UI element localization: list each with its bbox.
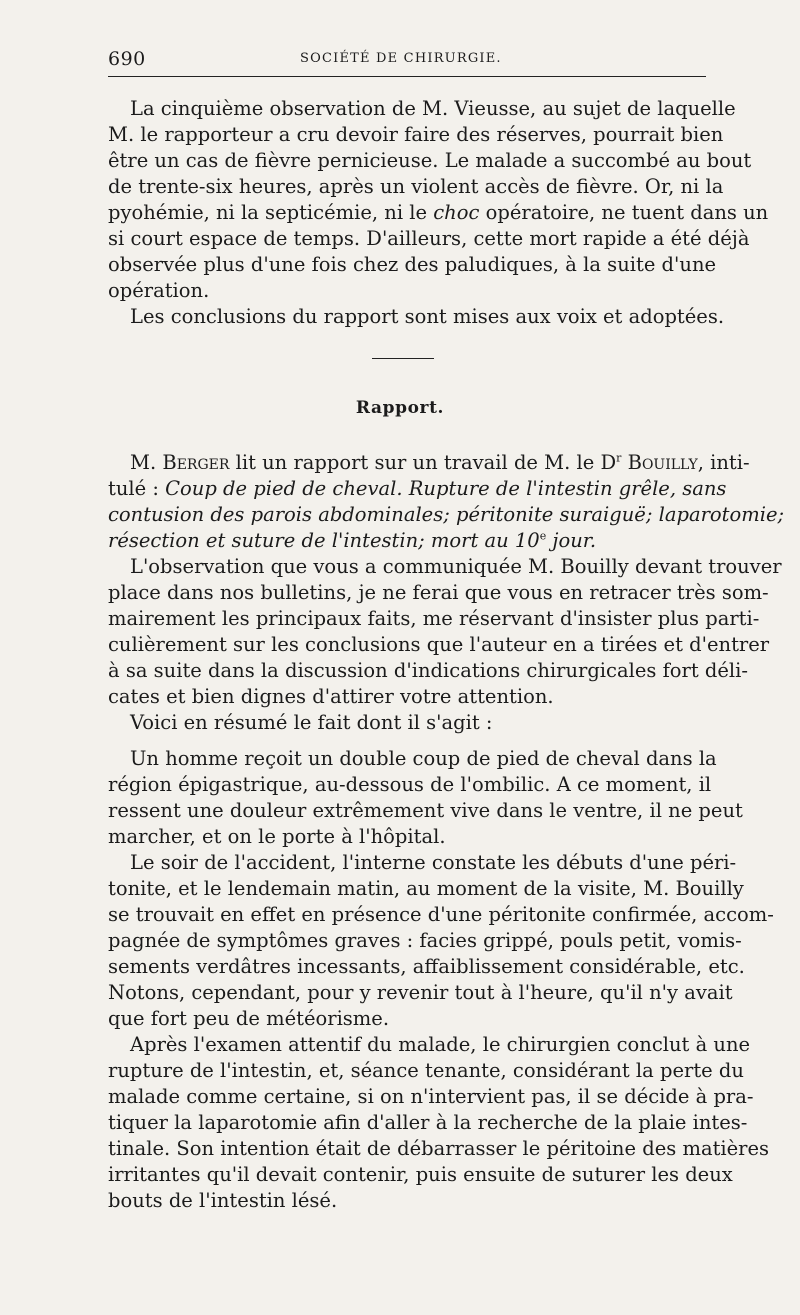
text-line: région épigastrique, au-dessous de l'ombilic. A ce moment, il	[108, 773, 712, 796]
text-line: irritantes qu'il devait contenir, puis ensuite de suturer les deux	[108, 1163, 733, 1186]
text-line: être un cas de fièvre pernicieuse. Le malade a succombé au bout	[108, 149, 752, 172]
italic-word-choc: choc	[433, 201, 480, 224]
text-line	[108, 502, 785, 528]
running-title: SOCIÉTÉ DE CHIRURGIE.	[300, 51, 502, 66]
text-line: si court espace de temps. D'ailleurs, cette mort rapide a été déjà	[108, 227, 750, 250]
text-line: rupture de l'intestin, et, séance tenante, considérant la perte du	[108, 1059, 744, 1082]
author-name-berger: Berger	[162, 451, 230, 474]
text-line: Après l'examen attentif du malade, le chirurgien conclut à une	[130, 1033, 751, 1056]
text-run: M.	[130, 451, 163, 474]
superscript: e	[539, 529, 547, 543]
text-line: place dans nos bulletins, je ne ferai que vous en retracer très som-	[108, 581, 769, 604]
text-line	[108, 528, 706, 554]
text-line	[108, 476, 727, 502]
text-line: malade comme certaine, si on n'intervient pas, il se décide à pra-	[108, 1085, 754, 1108]
text-line: mairement les principaux faits, me réservant d'insister plus parti-	[108, 607, 760, 630]
work-title: Coup de pied de cheval. Rupture de l'intestin grêle, sans	[165, 477, 727, 500]
paragraph-vieusse-observation	[108, 96, 769, 330]
text-line: sements verdâtres incessants, affaiblissement considérable, etc.	[108, 955, 745, 978]
text-line: Le soir de l'accident, l'interne constate les débuts d'une péri-	[130, 851, 737, 874]
text-line: M. le rapporteur a cru devoir faire des réserves, pourrait bien	[108, 123, 724, 146]
text-line: observée plus d'une fois chez des paludiques, à la suite d'une	[108, 253, 717, 276]
text-line: que fort peu de météorisme.	[108, 1007, 390, 1030]
text-line	[108, 200, 769, 226]
work-title: résection et suture de l'intestin; mort au 10	[108, 529, 540, 552]
text-line: culièrement sur les conclusions que l'auteur en a tirées et d'entrer	[108, 633, 770, 656]
rapport-body	[108, 450, 785, 1214]
conclusion-line: Les conclusions du rapport sont mises aux voix et adoptées.	[130, 305, 725, 328]
text-line: se trouvait en effet en présence d'une péritonite confirmée, accom-	[108, 903, 774, 926]
text-line: à sa suite dans la discussion d'indications chirurgicales fort déli-	[108, 659, 748, 682]
text-run: opératoire, ne tuent dans un	[479, 201, 769, 224]
text-line: L'observation que vous a communiquée M. Bouilly devant trouver	[130, 555, 782, 578]
text-line: tonite, et le lendemain matin, au moment de la visite, M. Bouilly	[108, 877, 744, 900]
text-run: tulé :	[108, 477, 166, 500]
text-run: lit un rapport sur un travail de M. le D	[229, 451, 617, 474]
author-name-bouilly: Bouilly	[627, 451, 698, 474]
text-line: bouts de l'intestin lésé.	[108, 1189, 338, 1212]
text-line: tiquer la laparotomie afin d'aller à la recherche de la plaie intes-	[108, 1111, 748, 1134]
text-line: de trente-six heures, après un violent accès de fièvre. Or, ni la	[108, 175, 724, 198]
page-number: 690	[108, 48, 146, 70]
section-separator	[372, 358, 434, 359]
section-title: Rapport.	[355, 398, 445, 418]
text-line: Notons, cependant, pour y revenir tout à l'heure, qu'il n'y avait	[108, 981, 733, 1004]
superscript: r	[616, 451, 622, 465]
text-line: Un homme reçoit un double coup de pied de cheval dans la	[130, 747, 717, 770]
text-line: La cinquième observation de M. Vieusse, au sujet de laquelle	[130, 97, 736, 120]
text-run: , inti-	[697, 451, 750, 474]
text-line: ressent une douleur extrêmement vive dans le ventre, il ne peut	[108, 799, 743, 822]
text-line: Voici en résumé le fait dont il s'agit :	[130, 711, 493, 734]
text-line: cates et bien dignes d'attirer votre attention.	[108, 685, 554, 708]
text-run: pyohémie, ni la septicémie, ni le	[108, 201, 434, 224]
work-title: contusion des parois abdominales; péritonite suraiguë; laparotomie;	[108, 503, 785, 526]
text-line: pagnée de symptômes graves : facies grippé, pouls petit, vomis-	[108, 929, 742, 952]
text-line: tinale. Son intention était de débarrasser le péritoine des matières	[108, 1137, 770, 1160]
text-line	[108, 450, 750, 476]
header-rule	[108, 76, 706, 77]
text-line: opération.	[108, 279, 210, 302]
text-line: marcher, et on le porte à l'hôpital.	[108, 825, 446, 848]
work-title: jour.	[546, 529, 597, 552]
